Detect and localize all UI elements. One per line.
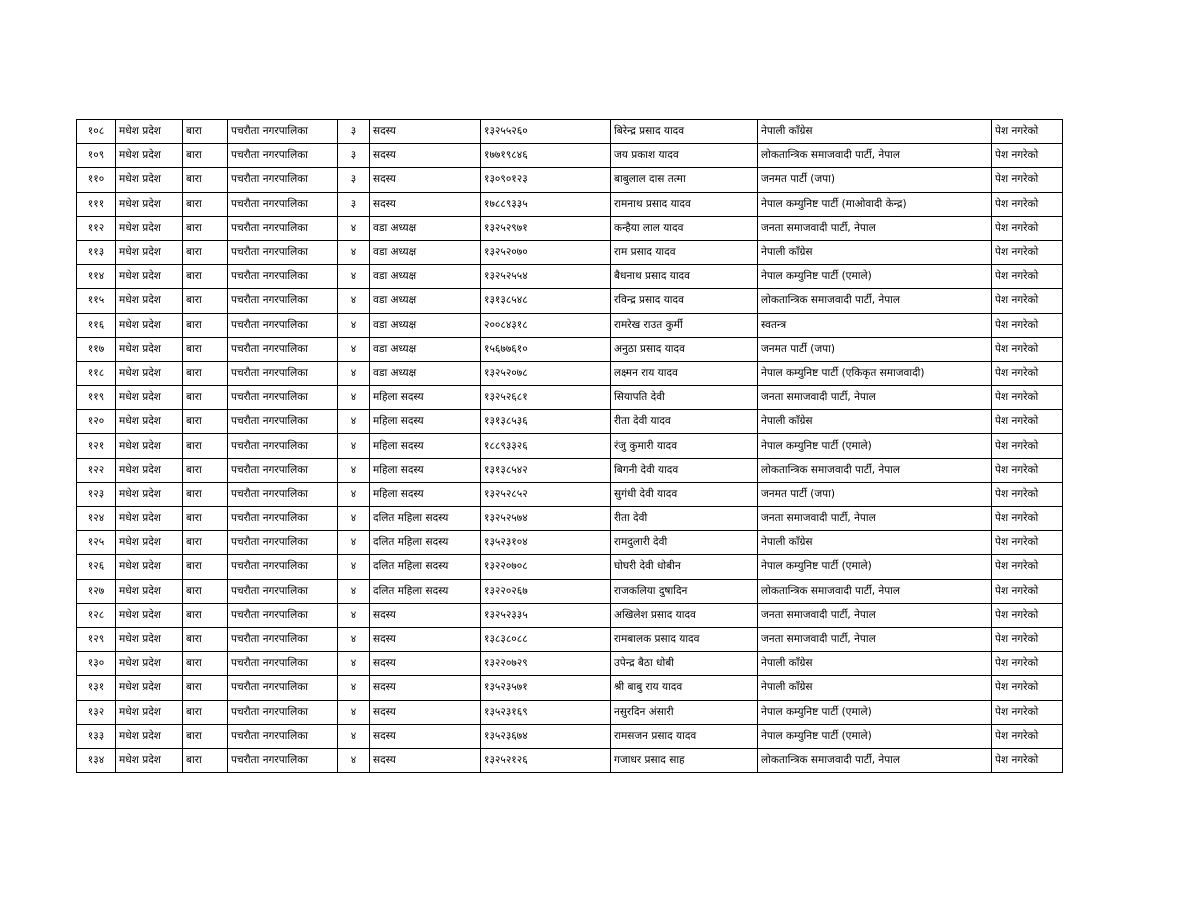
position-cell: दलित महिला सदस्य (370, 555, 481, 579)
province-cell: मधेश प्रदेश (116, 507, 183, 531)
status-cell: पेश नगरेको (992, 361, 1063, 385)
id-number-cell: १३५२३५७१ (481, 676, 611, 700)
ward-cell: ३ (338, 168, 370, 192)
position-cell: सदस्य (370, 120, 481, 144)
district-cell: बारा (183, 627, 228, 651)
position-cell: सदस्य (370, 652, 481, 676)
serial-number-cell: १२९ (77, 627, 116, 651)
ward-cell: ४ (338, 482, 370, 506)
district-cell: बारा (183, 434, 228, 458)
position-cell: दलित महिला सदस्य (370, 507, 481, 531)
status-cell: पेश नगरेको (992, 337, 1063, 361)
province-cell: मधेश प्रदेश (116, 410, 183, 434)
party-cell: जनमत पार्टी (जपा) (758, 337, 992, 361)
party-cell: जनमत पार्टी (जपा) (758, 168, 992, 192)
district-cell: बारा (183, 410, 228, 434)
province-cell: मधेश प्रदेश (116, 337, 183, 361)
province-cell: मधेश प्रदेश (116, 361, 183, 385)
municipality-cell: पचरौता नगरपालिका (228, 192, 338, 216)
ward-cell: ४ (338, 386, 370, 410)
table-row (77, 240, 1063, 264)
serial-number-cell: ११२ (77, 216, 116, 240)
province-cell: मधेश प्रदेश (116, 216, 183, 240)
party-cell: लोकतान्त्रिक समाजवादी पार्टी, नेपाल (758, 748, 992, 772)
municipality-cell: पचरौता नगरपालिका (228, 652, 338, 676)
candidate-name-cell: रामनाथ प्रसाद यादव (611, 192, 758, 216)
municipality-cell: पचरौता नगरपालिका (228, 144, 338, 168)
table-row (77, 337, 1063, 361)
party-cell: लोकतान्त्रिक समाजवादी पार्टी, नेपाल (758, 144, 992, 168)
serial-number-cell: ११७ (77, 337, 116, 361)
status-cell: पेश नगरेको (992, 434, 1063, 458)
ward-cell: ३ (338, 144, 370, 168)
status-cell: पेश नगरेको (992, 410, 1063, 434)
serial-number-cell: १२३ (77, 482, 116, 506)
id-number-cell: १३०९०१२३ (481, 168, 611, 192)
table-row (77, 652, 1063, 676)
party-cell: नेपाल कम्युनिष्ट पार्टी (एमाले) (758, 265, 992, 289)
party-cell: नेपाली काँग्रेस (758, 676, 992, 700)
municipality-cell: पचरौता नगरपालिका (228, 700, 338, 724)
municipality-cell: पचरौता नगरपालिका (228, 265, 338, 289)
party-cell: जनता समाजवादी पार्टी, नेपाल (758, 386, 992, 410)
district-cell: बारा (183, 144, 228, 168)
municipality-cell: पचरौता नगरपालिका (228, 240, 338, 264)
serial-number-cell: ११५ (77, 289, 116, 313)
province-cell: मधेश प्रदेश (116, 676, 183, 700)
district-cell: बारा (183, 337, 228, 361)
province-cell: मधेश प्रदेश (116, 603, 183, 627)
district-cell: बारा (183, 724, 228, 748)
table-row (77, 410, 1063, 434)
ward-cell: ४ (338, 289, 370, 313)
position-cell: महिला सदस्य (370, 434, 481, 458)
municipality-cell: पचरौता नगरपालिका (228, 676, 338, 700)
id-number-cell: १३१३८५४८ (481, 289, 611, 313)
district-cell: बारा (183, 676, 228, 700)
serial-number-cell: १३२ (77, 700, 116, 724)
municipality-cell: पचरौता नगरपालिका (228, 410, 338, 434)
id-number-cell: १३२५२९७१ (481, 216, 611, 240)
district-cell: बारा (183, 120, 228, 144)
table-row (77, 627, 1063, 651)
candidate-name-cell: रविन्द्र प्रसाद यादव (611, 289, 758, 313)
serial-number-cell: ११८ (77, 361, 116, 385)
position-cell: सदस्य (370, 144, 481, 168)
status-cell: पेश नगरेको (992, 144, 1063, 168)
ward-cell: ४ (338, 579, 370, 603)
candidate-name-cell: रामदुलारी देवी (611, 531, 758, 555)
municipality-cell: पचरौता नगरपालिका (228, 361, 338, 385)
municipality-cell: पचरौता नगरपालिका (228, 120, 338, 144)
position-cell: वडा अध्यक्ष (370, 289, 481, 313)
serial-number-cell: १११ (77, 192, 116, 216)
serial-number-cell: १२२ (77, 458, 116, 482)
district-cell: बारा (183, 216, 228, 240)
serial-number-cell: ११३ (77, 240, 116, 264)
ward-cell: ४ (338, 434, 370, 458)
municipality-cell: पचरौता नगरपालिका (228, 579, 338, 603)
position-cell: सदस्य (370, 627, 481, 651)
id-number-cell: १७८८९३३५ (481, 192, 611, 216)
position-cell: महिला सदस्य (370, 482, 481, 506)
id-number-cell: १३२५२८५२ (481, 482, 611, 506)
ward-cell: ४ (338, 700, 370, 724)
party-cell: लोकतान्त्रिक समाजवादी पार्टी, नेपाल (758, 458, 992, 482)
table-row (77, 361, 1063, 385)
ward-cell: ४ (338, 410, 370, 434)
ward-cell: ३ (338, 192, 370, 216)
party-cell: जनता समाजवादी पार्टी, नेपाल (758, 627, 992, 651)
status-cell: पेश नगरेको (992, 168, 1063, 192)
candidate-name-cell: सुगंधी देवी यादव (611, 482, 758, 506)
province-cell: मधेश प्रदेश (116, 434, 183, 458)
municipality-cell: पचरौता नगरपालिका (228, 386, 338, 410)
serial-number-cell: १२४ (77, 507, 116, 531)
serial-number-cell: १२७ (77, 579, 116, 603)
party-cell: नेपाली काँग्रेस (758, 120, 992, 144)
id-number-cell: १३२५५२६० (481, 120, 611, 144)
table-row (77, 531, 1063, 555)
position-cell: वडा अध्यक्ष (370, 265, 481, 289)
status-cell: पेश नगरेको (992, 482, 1063, 506)
candidate-name-cell: अनुठा प्रसाद यादव (611, 337, 758, 361)
ward-cell: ४ (338, 313, 370, 337)
position-cell: दलित महिला सदस्य (370, 531, 481, 555)
candidate-name-cell: रीता देवी (611, 507, 758, 531)
municipality-cell: पचरौता नगरपालिका (228, 627, 338, 651)
district-cell: बारा (183, 482, 228, 506)
province-cell: मधेश प्रदेश (116, 144, 183, 168)
province-cell: मधेश प्रदेश (116, 458, 183, 482)
id-number-cell: १३२२०७२९ (481, 652, 611, 676)
ward-cell: ४ (338, 531, 370, 555)
table-row (77, 603, 1063, 627)
district-cell: बारा (183, 579, 228, 603)
id-number-cell: १३२५२०७८ (481, 361, 611, 385)
table-row (77, 144, 1063, 168)
candidate-name-cell: गजाधर प्रसाद साह (611, 748, 758, 772)
candidate-name-cell: उपेन्द्र बैठा धोबी (611, 652, 758, 676)
province-cell: मधेश प्रदेश (116, 192, 183, 216)
status-cell: पेश नगरेको (992, 458, 1063, 482)
ward-cell: ३ (338, 120, 370, 144)
serial-number-cell: ११६ (77, 313, 116, 337)
position-cell: सदस्य (370, 192, 481, 216)
status-cell: पेश नगरेको (992, 555, 1063, 579)
ward-cell: ४ (338, 748, 370, 772)
party-cell: जनता समाजवादी पार्टी, नेपाल (758, 216, 992, 240)
ward-cell: ४ (338, 603, 370, 627)
candidate-name-cell: कन्हैया लाल यादव (611, 216, 758, 240)
id-number-cell: १३५२३६७४ (481, 724, 611, 748)
position-cell: महिला सदस्य (370, 386, 481, 410)
candidate-name-cell: श्री बाबु राय यादव (611, 676, 758, 700)
party-cell: लोकतान्त्रिक समाजवादी पार्टी, नेपाल (758, 289, 992, 313)
candidate-name-cell: रामरेख राउत कुर्मी (611, 313, 758, 337)
municipality-cell: पचरौता नगरपालिका (228, 168, 338, 192)
status-cell: पेश नगरेको (992, 579, 1063, 603)
candidate-name-cell: नसुरदिन अंसारी (611, 700, 758, 724)
municipality-cell: पचरौता नगरपालिका (228, 748, 338, 772)
party-cell: नेपाल कम्युनिष्ट पार्टी (एमाले) (758, 434, 992, 458)
table-row (77, 216, 1063, 240)
party-cell: नेपाली काँग्रेस (758, 531, 992, 555)
province-cell: मधेश प्रदेश (116, 240, 183, 264)
district-cell: बारा (183, 507, 228, 531)
ward-cell: ४ (338, 240, 370, 264)
candidate-name-cell: बैधनाथ प्रसाद यादव (611, 265, 758, 289)
status-cell: पेश नगरेको (992, 313, 1063, 337)
status-cell: पेश नगरेको (992, 265, 1063, 289)
party-cell: नेपाल कम्युनिष्ट पार्टी (माओवादी केन्द्र) (758, 192, 992, 216)
status-cell: पेश नगरेको (992, 507, 1063, 531)
municipality-cell: पचरौता नगरपालिका (228, 458, 338, 482)
province-cell: मधेश प्रदेश (116, 386, 183, 410)
province-cell: मधेश प्रदेश (116, 168, 183, 192)
status-cell: पेश नगरेको (992, 240, 1063, 264)
party-cell: जनता समाजवादी पार्टी, नेपाल (758, 507, 992, 531)
position-cell: सदस्य (370, 724, 481, 748)
ward-cell: ४ (338, 555, 370, 579)
district-cell: बारा (183, 192, 228, 216)
serial-number-cell: १३० (77, 652, 116, 676)
serial-number-cell: १३४ (77, 748, 116, 772)
id-number-cell: १३१३८५३६ (481, 410, 611, 434)
province-cell: मधेश प्रदेश (116, 724, 183, 748)
municipality-cell: पचरौता नगरपालिका (228, 434, 338, 458)
district-cell: बारा (183, 700, 228, 724)
province-cell: मधेश प्रदेश (116, 313, 183, 337)
position-cell: वडा अध्यक्ष (370, 216, 481, 240)
district-cell: बारा (183, 603, 228, 627)
serial-number-cell: १२५ (77, 531, 116, 555)
serial-number-cell: ११० (77, 168, 116, 192)
table-row (77, 434, 1063, 458)
table-row (77, 724, 1063, 748)
province-cell: मधेश प्रदेश (116, 700, 183, 724)
district-cell: बारा (183, 240, 228, 264)
serial-number-cell: १२० (77, 410, 116, 434)
candidate-name-cell: बिरेन्द्र प्रसाद यादव (611, 120, 758, 144)
district-cell: बारा (183, 168, 228, 192)
candidate-name-cell: रामसजन प्रसाद यादव (611, 724, 758, 748)
id-number-cell: १३२५२१२६ (481, 748, 611, 772)
serial-number-cell: १२१ (77, 434, 116, 458)
municipality-cell: पचरौता नगरपालिका (228, 313, 338, 337)
party-cell: जनता समाजवादी पार्टी, नेपाल (758, 603, 992, 627)
candidate-name-cell: राजकलिया दुषादिन (611, 579, 758, 603)
status-cell: पेश नगरेको (992, 603, 1063, 627)
table-row (77, 555, 1063, 579)
id-number-cell: १५६७७६१० (481, 337, 611, 361)
district-cell: बारा (183, 748, 228, 772)
district-cell: बारा (183, 289, 228, 313)
ward-cell: ४ (338, 676, 370, 700)
position-cell: महिला सदस्य (370, 410, 481, 434)
candidate-table (76, 119, 1063, 773)
table-row (77, 386, 1063, 410)
municipality-cell: पचरौता नगरपालिका (228, 507, 338, 531)
ward-cell: ४ (338, 265, 370, 289)
party-cell: नेपाल कम्युनिष्ट पार्टी (एकिकृत समाजवादी) (758, 361, 992, 385)
province-cell: मधेश प्रदेश (116, 555, 183, 579)
position-cell: सदस्य (370, 676, 481, 700)
district-cell: बारा (183, 361, 228, 385)
table-row (77, 700, 1063, 724)
id-number-cell: १३२५२५५४ (481, 265, 611, 289)
status-cell: पेश नगरेको (992, 120, 1063, 144)
province-cell: मधेश प्रदेश (116, 531, 183, 555)
id-number-cell: १३५२३१०४ (481, 531, 611, 555)
table-row (77, 313, 1063, 337)
ward-cell: ४ (338, 458, 370, 482)
id-number-cell: १८८९३३२६ (481, 434, 611, 458)
ward-cell: ४ (338, 652, 370, 676)
id-number-cell: १३२५२६८१ (481, 386, 611, 410)
district-cell: बारा (183, 555, 228, 579)
table-row (77, 289, 1063, 313)
candidate-name-cell: लक्ष्मन राय यादव (611, 361, 758, 385)
status-cell: पेश नगरेको (992, 652, 1063, 676)
municipality-cell: पचरौता नगरपालिका (228, 289, 338, 313)
position-cell: महिला सदस्य (370, 458, 481, 482)
position-cell: वडा अध्यक्ष (370, 337, 481, 361)
candidate-name-cell: जय प्रकाश यादव (611, 144, 758, 168)
position-cell: वडा अध्यक्ष (370, 240, 481, 264)
status-cell: पेश नगरेको (992, 216, 1063, 240)
id-number-cell: १३२५२३३५ (481, 603, 611, 627)
serial-number-cell: १३१ (77, 676, 116, 700)
serial-number-cell: १२८ (77, 603, 116, 627)
ward-cell: ४ (338, 724, 370, 748)
municipality-cell: पचरौता नगरपालिका (228, 531, 338, 555)
municipality-cell: पचरौता नगरपालिका (228, 603, 338, 627)
table-row (77, 458, 1063, 482)
id-number-cell: १३२५२०७० (481, 240, 611, 264)
ward-cell: ४ (338, 216, 370, 240)
table-row (77, 507, 1063, 531)
district-cell: बारा (183, 313, 228, 337)
province-cell: मधेश प्रदेश (116, 265, 183, 289)
status-cell: पेश नगरेको (992, 192, 1063, 216)
ward-cell: ४ (338, 337, 370, 361)
party-cell: नेपाल कम्युनिष्ट पार्टी (एमाले) (758, 700, 992, 724)
serial-number-cell: ११४ (77, 265, 116, 289)
municipality-cell: पचरौता नगरपालिका (228, 337, 338, 361)
serial-number-cell: १३३ (77, 724, 116, 748)
ward-cell: ४ (338, 627, 370, 651)
id-number-cell: १३५२३१६९ (481, 700, 611, 724)
id-number-cell: १३२२०७०८ (481, 555, 611, 579)
province-cell: मधेश प्रदेश (116, 748, 183, 772)
province-cell: मधेश प्रदेश (116, 289, 183, 313)
candidate-name-cell: रामबालक प्रसाद यादव (611, 627, 758, 651)
table-row (77, 676, 1063, 700)
province-cell: मधेश प्रदेश (116, 652, 183, 676)
district-cell: बारा (183, 652, 228, 676)
status-cell: पेश नगरेको (992, 531, 1063, 555)
id-number-cell: १३२२०२६७ (481, 579, 611, 603)
ward-cell: ४ (338, 507, 370, 531)
status-cell: पेश नगरेको (992, 700, 1063, 724)
table-body (77, 120, 1063, 773)
candidate-name-cell: सियापति देवी (611, 386, 758, 410)
id-number-cell: १७७१९८४६ (481, 144, 611, 168)
district-cell: बारा (183, 531, 228, 555)
id-number-cell: २००८४३१८ (481, 313, 611, 337)
table-row (77, 748, 1063, 772)
position-cell: सदस्य (370, 603, 481, 627)
ward-cell: ४ (338, 361, 370, 385)
party-cell: नेपाली काँग्रेस (758, 410, 992, 434)
position-cell: सदस्य (370, 700, 481, 724)
serial-number-cell: १०९ (77, 144, 116, 168)
position-cell: सदस्य (370, 748, 481, 772)
province-cell: मधेश प्रदेश (116, 627, 183, 651)
serial-number-cell: ११९ (77, 386, 116, 410)
province-cell: मधेश प्रदेश (116, 579, 183, 603)
party-cell: जनमत पार्टी (जपा) (758, 482, 992, 506)
candidate-name-cell: अखिलेश प्रसाद यादव (611, 603, 758, 627)
id-number-cell: १३१३८५४२ (481, 458, 611, 482)
municipality-cell: पचरौता नगरपालिका (228, 724, 338, 748)
position-cell: सदस्य (370, 168, 481, 192)
id-number-cell: १३८३८०८८ (481, 627, 611, 651)
municipality-cell: पचरौता नगरपालिका (228, 482, 338, 506)
status-cell: पेश नगरेको (992, 748, 1063, 772)
candidate-name-cell: रंजु कुमारी यादव (611, 434, 758, 458)
serial-number-cell: १२६ (77, 555, 116, 579)
table-row (77, 482, 1063, 506)
table-row (77, 579, 1063, 603)
status-cell: पेश नगरेको (992, 676, 1063, 700)
party-cell: लोकतान्त्रिक समाजवादी पार्टी, नेपाल (758, 579, 992, 603)
district-cell: बारा (183, 458, 228, 482)
candidate-name-cell: घोघरी देवी धोबीन (611, 555, 758, 579)
serial-number-cell: १०८ (77, 120, 116, 144)
province-cell: मधेश प्रदेश (116, 120, 183, 144)
party-cell: नेपाल कम्युनिष्ट पार्टी (एमाले) (758, 555, 992, 579)
candidate-name-cell: राम प्रसाद यादव (611, 240, 758, 264)
table-row (77, 168, 1063, 192)
status-cell: पेश नगरेको (992, 289, 1063, 313)
party-cell: नेपाली काँग्रेस (758, 652, 992, 676)
province-cell: मधेश प्रदेश (116, 482, 183, 506)
municipality-cell: पचरौता नगरपालिका (228, 555, 338, 579)
position-cell: दलित महिला सदस्य (370, 579, 481, 603)
party-cell: नेपाली काँग्रेस (758, 240, 992, 264)
table-row (77, 120, 1063, 144)
id-number-cell: १३२५२५७४ (481, 507, 611, 531)
candidate-name-cell: बिगनी देवी यादव (611, 458, 758, 482)
position-cell: वडा अध्यक्ष (370, 361, 481, 385)
candidate-name-cell: बाबुलाल दास तत्मा (611, 168, 758, 192)
municipality-cell: पचरौता नगरपालिका (228, 216, 338, 240)
status-cell: पेश नगरेको (992, 724, 1063, 748)
position-cell: वडा अध्यक्ष (370, 313, 481, 337)
status-cell: पेश नगरेको (992, 386, 1063, 410)
table-row (77, 265, 1063, 289)
district-cell: बारा (183, 386, 228, 410)
candidate-name-cell: रीता देवी यादव (611, 410, 758, 434)
party-cell: नेपाल कम्युनिष्ट पार्टी (एमाले) (758, 724, 992, 748)
table-row (77, 192, 1063, 216)
status-cell: पेश नगरेको (992, 627, 1063, 651)
district-cell: बारा (183, 265, 228, 289)
party-cell: स्वतन्त्र (758, 313, 992, 337)
